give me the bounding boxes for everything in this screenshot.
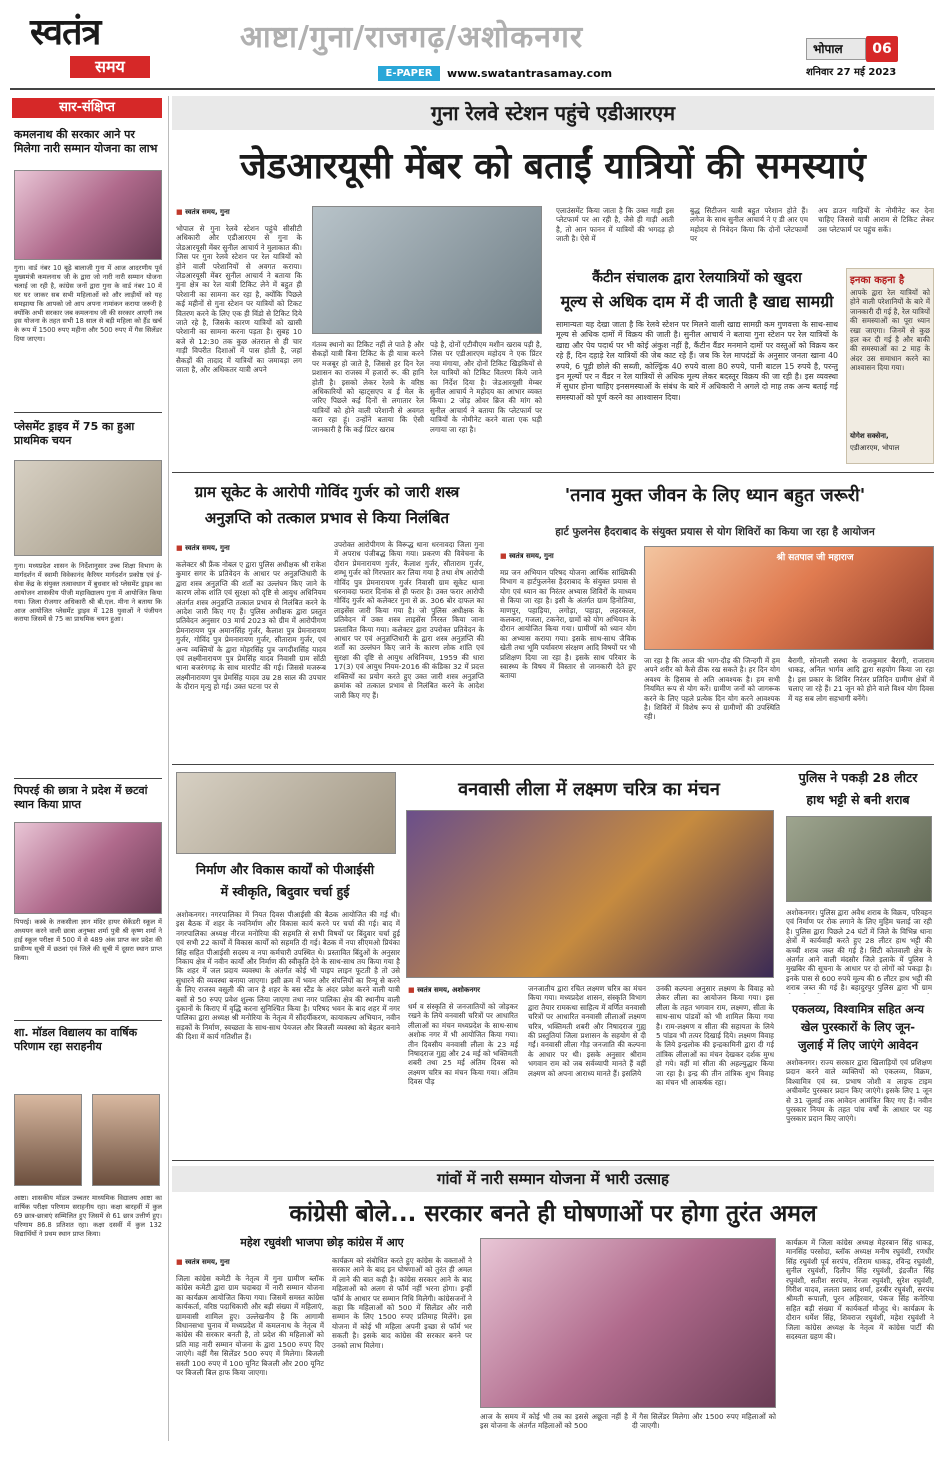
- website-link[interactable]: www.swatantrasamay.com: [447, 67, 613, 80]
- lead-byline: ■ स्वतंत्र समय, गुना: [176, 208, 296, 220]
- masthead-logo: स्वतंत्र: [30, 11, 101, 53]
- quote-attribution: योगेश सक्सेना,: [850, 432, 889, 440]
- pic-photo: [176, 772, 396, 854]
- sports-body: अशोकनगर। राज्य सरकार द्वारा खिलाड़ियों एवं प्रशिक्षण प्रदान करने वाले व्यक्तियों को एकलव्य, विक्रम, विश्वामित्र एवं स्व. प्रभाष जोशी व लाइफ टाइम अचीवमेंट पुरस्कार प्रदान किए जाएंगे। इसके लिए 1 जून से 31 जुलाई तक आवेदन आमंत्रित किए गए हैं। नवीन पुरस्कार नियम के तहत पांच वर्षों के आधार पर यह पुरस्कार प्रदान किए जाएंगे।: [786, 1058, 932, 1124]
- city-label: भोपाल: [806, 38, 866, 60]
- vanvasi-column-3: उनकी कल्पना अनुसार लक्ष्मण के विवाह को लेकर लीला का आयोजन किया गया। इस लीला के तहत भगवान राम, लक्ष्मण, सीता के साथ-साथ पांडवों को भी शामिल किया गया है। राम-लक्ष्मण व सीता की सहायता के लिये 5 पांडव भी तत्पर दिखाई दिये। लक्ष्मण विवाह के लिये इन्द्रलोक की इन्द्रकामिनी द्वारा दी गई तांत्रिक लीलाओं का मंचन देखकर दर्शक मुग्ध हो गये। वहीं मां सीता की अहल्युद्धार किया जा रहा है। इन्द्र की तीन तांत्रिक शुभ विवाह का मंचन भी आकर्षक रहा।: [656, 984, 774, 1088]
- issue-date: शनिवार 27 मई 2023: [806, 67, 897, 78]
- sidebar-divider: [14, 412, 162, 413]
- pic-body: अशोकनगर। नगरपालिका में नियत दिवस पीआईसी की बैठक आयोजित की गई थी। इस बैठक में शहर के नवनिर्माण और विकास कार्य करने पर चर्चा की गई। बाद में नगरपालिका अध्यक्ष नीरज मनोरिया की सहमति से सभी विषयों पर बिंदुवार चर्चा हुई एवं सभी 22 कार्यों में विकास कार्यों को सहमति दी गई। बैठक में नपा सीएमओ प्रियंका सिंह सहित पीआईसी सदस्य व नपा कर्मचारी उपस्थित थे। प्रस्तावित बिंदुओं के अनुसार निकाय क्षेत्र में नवीन कार्यों और निर्माण की स्वीकृति देने के साथ-साथ तय किया गया है कि शहर में जल प्रदाय व्यवस्था के अंतर्गत कोई भी पाइप लाइन फूटती है तो उसे सुधारने की व्यवस्था बनाया जाएगा। इसी क्रम में भवन और संपत्तियों का रिन्यू से करने के लिए राजस्व वसूली की जान है शहर के बस स्टैंड के अंदर प्रवेश करने वाली यात्री बसों से 50 रुपए प्रवेश शुल्क लिया जाएगा तथा नगर पालिका क्षेत्र की स्थानीय वाली दुकानों के किराए में वृद्धि करना सुनिश्चित किया है। परिषद भवन के बाद शहर में नगर पालिका द्वारा अध्यक्ष श्री मनोरिया के नेतृत्व में सौंदर्यीकरण, कायाकल्प अभियान, नवीन सड़कों के निर्माण, स्वच्छता के साथ-साथ पेयजल और बिजली व्यवस्था को बेहतर बनाने की दिशा में कार्य गतिशील हैं।: [176, 910, 400, 1042]
- sidebar-item-headline: पिपरई की छात्रा ने प्रदेश में छटवां स्थान किया प्राप्त: [14, 784, 148, 811]
- congress-byline: ■ स्वतंत्र समय, गुना: [176, 1258, 296, 1270]
- sports-headline-3: जुलाई में लिए जाएंगे आवेदन: [798, 1038, 918, 1052]
- print-color-marks: [20, 1450, 925, 1458]
- congress-column-3: कार्यक्रम में जिला कांग्रेस अध्यक्ष मेहरबान सिंह धाकड़, मानसिंह परसोदा, ब्लॉक अध्यक्ष मनीष रघुवंशी, रणधीर सिंह रघुवंशी पूर्व सरपंच, रतिराम धाकड़, रविन्द्र रघुवंशी, सुनील रघुवंशी, दिलीप सिंह रघुवंशी, इंद्रजीत सिंह रघुवंशी, सतीश सरपंच, नेरजा रघुवंशी, सुरेश रघुवंशी, गिरीश यादव, ललता प्रसाद शर्मा, हरबीर रघुवंशी, सरपंच श्रीमती रूपाली, पूरन अहिरवार, पंकज सिंह कनेरिया सहित बड़ी संख्या में कार्यकर्ता मौजूद थे। कार्यक्रम के दौरान धर्मेश सिंह, शिवराज रघुवंशी, महेश रघुवंशी ने जिला कांग्रेस अध्यक्ष के नेतृत्व में कांग्रेस पार्टी की सदस्यता ग्रहण की।: [786, 1238, 934, 1342]
- sidebar-item-body: गुना। मध्यप्रदेश शासन के निर्देशानुसार उच्च शिक्षा विभाग के मार्गदर्शन में स्वामी विवेकानंद कैरियर मार्गदर्शन प्रकोष्ठ एवं ई-सेवा केंद्र के संयुक्त तत्वावधान में बुधवार को प्लेसमेंट ड्राइव का आयोजन शासकीय पीजी महाविद्यालय गुना में आयोजित किया गया। जिला रोजगार अधिकारी श्री बी.एल. मीना ने बताया कि आज आयोजित प्लेसमेंट ड्राइव में 128 युवाओं ने पंजीयन कराया जिसमें से 75 का प्राथमिक चयन हुआ।: [14, 562, 162, 624]
- yoga-column-2: जा रहा है कि आज की भाग-दौड़ की जिन्दगी में हम अपने शरीर को कैसे ठीक रख सकते है। हर दिन योग अवश्य के हिसाब से अति आवश्यक है। हम सभी नियमित रूप से योग करें। ग्रामीण जनों को जागरूक करने के लिए पहले प्रत्येक दिन योग करने आवश्यक है। शिविरों में विशेष रूप से ग्रामीणों की उपस्थिति रही।: [644, 656, 780, 722]
- section-divider: [172, 764, 934, 765]
- sidebar-item-body: पिपरई। कस्बे के तकसीला ज्ञान मंदिर हायर सेकेंडरी स्कूल में अध्ययन करने वाली छात्रा अनुष्का शर्मा पुत्री श्री कृष्ण शर्मा ने हाई स्कूल परीक्षा में 500 में से 489 अंक प्राप्त कर प्रदेश की प्रावीण्य सूची में छठवां एवं जिले की सूची में दूसरा स्थान प्राप्त किया।: [14, 918, 162, 962]
- lead-kicker: गुना रेलवे स्टेशन पहुंचे एडीआरएम: [172, 96, 934, 130]
- yoga-headline: 'तनाव मुक्त जीवन के लिए ध्यान बहुत जरूरी': [564, 485, 866, 506]
- edition-title: आष्टा/गुना/राजगढ़/अशोकनगर: [240, 20, 584, 55]
- masthead-logo-sub: समय: [70, 56, 150, 78]
- lead-column-4: एलाउंसमेंट किया जाता है कि उक्त गाड़ी इस प्लेटफार्म पर आ रही है, जैसे ही गाड़ी आती है, तो आन फानन में यात्रियों की भगदड़ हो जाती है। ऐसे में: [556, 206, 674, 244]
- yoga-byline: ■ स्वतंत्र समय, गुना: [500, 552, 620, 564]
- congress-photo: [480, 1238, 776, 1408]
- lead-column-5: बुद्ध सिटीजन यात्री बहुत परेशान होते हैं। लगेज के साथ सुनील आचार्य ने ए डी आर एम महोदय से निवेदन किया कि दोनों प्लेटफार्मों पर: [690, 206, 808, 244]
- yoga-subhead: हार्ट फुलनेस हैदराबाद के संयुक्त प्रयास से योग शिविरों का किया जा रहा है आयोजन: [555, 526, 875, 538]
- sidebar-divider: [14, 1020, 162, 1021]
- congress-headline: कांग्रेसी बोले... सरकार बनते ही घोषणाओं पर होगा तुरंत अमल: [289, 1201, 817, 1227]
- sukeet-byline: ■ स्वतंत्र समय, गुना: [176, 544, 296, 556]
- masthead-divider: [10, 88, 935, 90]
- sports-headline: एकलव्य, विश्वामित्र सहित अन्य: [791, 1002, 925, 1016]
- epaper-label[interactable]: E-PAPER: [378, 66, 440, 81]
- section-divider: [172, 1160, 934, 1161]
- pic-headline-2: में स्वीकृति, बिदुवार चर्चा हुई: [220, 884, 350, 899]
- congress-kicker: गांवों में नारी सम्मान योजना में भारी उत्साह: [172, 1166, 934, 1192]
- lead-column-1: भोपाल से गुना रेलवे स्टेशन पहुंचे सीसीटी अधिकारी और एडीआरएम से गुना के जेडआरयूसी मेंबर सुनील आचार्य ने मुलाकात की। जिस पर गुना रेलवे स्टेशन पर रेल यात्रियों को होने वाली परेशानियों से अवगत कराया। जेडआरयूसी मेंबर सुनील आचार्य ने बताया कि गुना क्षेत्र का रेल यात्री टिकिट लेने में बहुत ही परेशानी का सामना कर रहा है, क्योंकि पिछले कई महीनों से गुना स्टेशन पर यात्रियों को टिकट वितरण करने के लिए एक ही विंडो से टिकिट दिये जाते रहे है, जिसके कारण यात्रियों को खासी परेशानी का सामना करना पड़ता है। सुबह 10 बजे से 12:30 तक कुछ अंतराल से ही चार गाड़ी विपरीत दिशाओं में पास होती है, जहां सैकड़ों की तादाद में यात्रियों का जमावड़ा लग जाता है, और अधिकतर यात्री अपने: [176, 224, 302, 375]
- quote-title: इनका कहना है: [850, 275, 905, 286]
- lead-photo: [312, 206, 542, 334]
- lead-column-3: पड़े है, दोनों एटीवीएम मशीन खराब पड़ी है, जिस पर एडीआरएम महोदय ने एक प्रिंटर नया मंगाया, और दोनों टिकिट खिड़कियों से रेल यात्रियों को टिकिट वितरण किये जाने का निर्देश दिया है। जेडआरयूसी मेम्बर सुनील आचार्य ने महोदय का आभार व्यक्त किया। 2 जोड़ ओवर ब्रिज की मांग को सुनील आचार्य ने बताया कि प्लेटफार्म पर यात्रियों के नोमीनेट करने वाला एक घड़ी लगाया जा रहा है।: [430, 340, 542, 434]
- police-body: अशोकनगर। पुलिस द्वारा अवैध शराब के विक्रय, परिवहन एवं निर्माण पर रोक लगाने के लिए मुहिम चलाई जा रही है। पुलिस द्वारा पिछले 24 घंटों में जिले के विभिन्न थाना क्षेत्रों में कार्यवाही करते हुए 28 लीटर हाथ भट्टी की कच्ची शराब जब्त की गई है। सिटी कोतवाली क्षेत्र के अंतर्गत आने वाली मंदसौर जिले इलाके में पुलिस ने मुखबिर की सूचना के आधार पर दो लोगों को पकड़ा है। इनके पास से 600 रुपये मूल्य की 6 लीटर हाथ भट्टी की शराब जब्त की गई है। बहादुरपुर पुलिस द्वारा भी ग्राम: [786, 908, 932, 993]
- police-headline: पुलिस ने पकड़ी 28 लीटर: [798, 770, 918, 785]
- sidebar-item-body: गुना। वार्ड नंबर 10 बूढ़े बालाजी गुना में आज आदरणीय पूर्व मुख्यमंत्री कमलनाथ जी के द्वारा जो नारी नारी सम्मान योजना चलाई जा रही है, कांग्रेस जनों द्वारा गुना के वार्ड नंबर 10 में घर घर जाकर सब सभी महिलाओं को और लाड़ीयों को यह समझाया कि आपको जो आप अपना नामांकन कराया जरूरी है क्योंकि अभी सरकार जब कमलनाथ जी की सरकार आएगी तब इस योजना के तहत सभी 18 साल से बड़ी महिला को हैंड खर्च के रूप में 1500 रुपए महीना और 500 रुपए में गैस सिलेंडर दिया जाएगा।: [14, 264, 162, 344]
- lead-headline: जेडआरयूसी मेंबर को बताईं यात्रियों की समस्याएं: [240, 146, 866, 187]
- yoga-column-1: मप्र जन अभियान परिषद योजना आर्थिक सांख्यिकी विभाग व हार्टफुलनेस हैदराबाद के संयुक्त प्रयास से योग एवं ध्यान का निरंतर अभ्यास शिविरों के माध्यम से किया जा रहा है। इसी के अंतर्गत ग्राम हिनोतिया, माणपुर, पहाड़िया, लगोड़ा, पहाड़ा, लहरकाल, कलकरा, गजला, टकनेरा, ग्रामों को योग अभियान के दौरान आयोजित किया गया। ग्रामीणों को ध्यान योग का अभ्यास कराया गया। इसके साथ-साथ जैविक खेती तथा भूमि पर्यावरण संरक्षण आदि विषयों पर भी प्रशिक्षण दिया जा रहा है। इसके साथ परिवार के स्वास्थ्य के विषय में विस्तार से जानकारी देते हुए बताया: [500, 568, 636, 681]
- congress-column-1: जिला कांग्रेस कमेटी के नेतृत्व में गुना ग्रामीण ब्लॉक कांग्रेस कमेटी द्वारा ग्राम चदाबदा में नारी सम्मान योजना का कार्यक्रम आयोजित किया गया। जिसमें समस्त कांग्रेस कार्यकर्ता, वरिष्ठ पदाधिकारी और बड़ी संख्या में महिलाएं, ग्रामवासी शामिल हुए। उल्लेखनीय है कि आगामी विधानसभा चुनाव में मध्यप्रदेश में कमलनाथ के नेतृत्व में कांग्रेस की सरकार बनती है, तो प्रदेश की महिलाओं को प्रति माह नारी सम्मान योजना के द्वारा 1500 रुपए दिए जाएंगे। वहीं गैस सिलेंडर 500 रुपए में मिलेगा। बिजली सस्ती 100 रुपए में 100 यूनिट बिजली और 200 यूनिट पर बिजली बिल हाफ किया जाएगा।: [176, 1274, 324, 1378]
- sidebar-item-headline: कमलनाथ की सरकार आने पर मिलेगा नारी सम्मान योजना का लाभ: [14, 128, 158, 155]
- student-photo: [14, 1094, 82, 1186]
- vanvasi-byline: ■ स्वतंत्र समय, अशोकनगर: [408, 986, 538, 998]
- student-photo: [92, 1094, 160, 1186]
- congress-photo-caption-2: में गैस सिलेंडर मिलेगा और 1500 रुपए महिलाओं को दी जाएगी।: [632, 1412, 776, 1431]
- canteen-headline: कैंटीन संचालक द्वारा रेलयात्रियों को खुदरा: [592, 270, 802, 286]
- lead-column-6: अप डाउन गाड़ियों के नोमीनेट कर देना चाहिए जिससे यात्री आराम से टिकिट लेकर उस प्लेटफार्म पर पहुंच सकें।: [818, 206, 934, 234]
- congress-photo-caption: आज के समय में कोई भी तब का इससे अछूता नहीं है इस योजना के अंतर्गत महिलाओं को 500: [480, 1412, 628, 1431]
- yoga-banner: श्री सतपाल जी महाराज: [776, 553, 854, 563]
- canteen-headline-2: मूल्य से अधिक दाम में दी जाती है खाद्य सामग्री: [560, 292, 834, 311]
- sidebar-title: सार-संक्षिप्त: [12, 98, 162, 118]
- police-headline-2: हाथ भट्टी से बनी शराब: [806, 792, 910, 807]
- congress-subhead: महेश रघुवंशी भाजपा छोड़ कांग्रेस में आए: [240, 1236, 404, 1249]
- vanvasi-headline: वनवासी लीला में लक्ष्मण चरित्र का मंचन: [458, 779, 720, 800]
- sidebar-photo: [14, 460, 162, 556]
- canteen-body: सामान्यतः यह देखा जाता है कि रेलवे स्टेशन पर मिलने वाली खाद्य सामग्री कम गुणवत्ता के साथ-साथ मूल्य से अधिक दामों में विक्रय की जाती है। सुनील आचार्य ने बताया गुना स्टेशन पर रेल यात्रियों के खाद्य और पेय पदार्थ पर भी कोई अंकुश नहीं है, कैंटीन वैंडर मनमाने दामों पर वस्तुओं को विक्रय कर रहे हैं, दिन दहाड़े रेल यात्रियों की जेब काट रहे हैं। जब कि रेल मापदंडों के अनुसार जनता खाना 40 रुपये, 6 पूड़ी छोले की सब्जी, कोल्ड्रिंक 40 रुपये वाला 80 रुपये, पानी बाटल 15 रुपये है, परन्तु इन मूल्यों पर न वैंडर न रेल यात्रियों से अधिक मूल्य लेकर बदस्तूर विक्रय की जा रही है। इस व्यवस्था में सुधार होना चाहिए इनसमस्याओं के संबंध के बारे में अधिकारी ने अगले दो माह तक अन्य बताई गई समस्याओं को पूर्ण करने का आश्वासन दिया।: [556, 320, 838, 402]
- vanvasi-photo: [406, 810, 774, 978]
- sukeet-headline-2: अनुज्ञप्ति को तत्काल प्रभाव से किया निलंबित: [204, 509, 450, 527]
- vanvasi-column-2: जनजातीय द्वारा रचित लक्ष्मण चरित्र का मंचन किया गया। मध्यप्रदेश शासन, संस्कृति विभाग द्वारा तैयार रामकथा साहित्य में वर्णित वनवासी चरित्रों पर आधारित वनवासी लीलाओं लक्ष्मण चरित्र, भक्तिमती शबरी और निषादराज गुह्य की प्रस्तुतियां जिला प्रशासन के सहयोग से दी गईं। वनवासी लीला गौड़ जनजाति की कल्पना के आधार पर थी। इसके अनुसार श्रीराम भगवान राम को जब सर्वव्यापी मानते हैं वहीं लक्ष्मण को अपना आराध्य मानते हैं। इसलिये: [528, 984, 646, 1078]
- quote-attribution-role: एडीआरएम, भोपाल: [850, 444, 900, 452]
- section-divider: [172, 472, 934, 473]
- sidebar-item-headline: प्लेसमेंट ड्राइव में 75 का हुआ प्राथमिक चयन: [14, 420, 135, 447]
- page-number: 06: [866, 36, 898, 62]
- congress-column-2: कार्यक्रम को संबोधित करते हुए कांग्रेस के वक्ताओं ने सरकार आने के बाद इन घोषणाओं को तुरंत ही अमल में लाने की बात कही है। कांग्रेस सरकार आने के बाद महिलाओं को अलग से फॉर्म नहीं भरना होगा। इन्हीं फॉर्म के आधार पर सम्मान निधि मिलेगी। कांग्रेसजनों ने कहा कि महिलाओं को 500 में सिलेंडर और नारी सम्मान के लिए 1500 रुपए प्रतिमाह मिलेंगे। इस योजना में कोई भी महिला अपनी इच्छा से फॉर्म भर सकती है। इसके बाद कांग्रेस की सरकार बनने पर उनको लाभ मिलेगा।: [332, 1256, 472, 1350]
- sidebar-column-rule: [168, 96, 169, 1441]
- pic-headline: निर्माण और विकास कार्यों को पीआईसी: [195, 862, 375, 877]
- quote-body: आपके द्वारा रेल यात्रियों को होने वाली परेशानियों के बारे में जानकारी दी गई है, रेल यात्रियों की समस्याओं का पूरा ध्यान रखा जाएगा। जिनमें से कुछ हल कर दी गई है और बाकी की समस्याओं का 2 माह के अंदर उस समाधान करने का आश्वासन दिया गया।: [850, 288, 930, 373]
- sidebar-divider: [14, 778, 162, 779]
- sidebar-item-body: आष्टा। शासकीय मॉडल उच्चतर माध्यमिक विद्यालय आष्टा का वार्षिक परीक्षा परिणाम सराहनीय रहा। कक्षा बारहवीं में कुल 69 छात्र-छात्राएं सम्मिलित हुए जिसमें से 61 छात्र उत्तीर्ण हुए। परिणाम 86.8 प्रतिशत रहा। कक्षा दसवीं में कुल 132 विद्यार्थियों ने प्रथम स्थान प्राप्त किया।: [14, 1194, 162, 1238]
- sports-headline-2: खेल पुरस्कारों के लिए जून-: [800, 1020, 916, 1034]
- lead-column-2: गंतव्य स्थानो का टिकिट नहीं ले पाते है और सैकड़ों यात्री बिना टिकिट के ही यात्रा करने पर मजबूर हो जाते है, जिससे हर दिन रेल प्रशासन का राजस्व में हजारों रू. की हानि होती है। इसको लेकर रेलवे के वरिष्ठ अधिकारियों को व्हाट्सएप व ई मेल के जरिए पिछले कई दिनों से लगातार रेल यात्रियों को होने वाली परेशानी से अवगत करा रहा हूं। उन्होंने बताया कि ऐसी जानकारी है कि कई प्रिंटर खराब: [312, 340, 424, 434]
- sukeet-column-2: उपरोक्त आरोपीगण के विरूद्ध थाना धरनावदा जिला गुना में अपराध पंजीबद्ध किया गया। प्रकरण की विवेचना के दौरान प्रेमनारायण गुर्जर, कैलाश गुर्जर, सीताराम गुर्जर, शम्भू गुर्जर को गिरफ्तार कर लिया गया है तथा शेष आरोपी गोविंद पुत्र प्रेमनारायण गुर्जर निवासी ग्राम सूकेट थाना धरनावदा फरार दिनांक से ही फरार है। उक्त फरार आरोपी गोविंद गुर्जर को कलेक्टर गुना से क्र. 306 बोर दाफल का लाइसेंस जारी किया गया है। जो पुलिस अधीक्षक के प्रतिवेदन में उक्त शस्त्र लाइसेंस निरस्त किया जाना प्रस्तावित किया गया। कलेक्टर द्वारा उपरोक्त प्रतिवेदन के आधार पर एवं अनुज्ञप्तिधारी के द्वारा शस्त्र अनुज्ञप्ति की शर्तों का उल्लंघन किए जाने के कारण लोक शांति एवं सुरक्षा की दृष्टि से आयुध अधिनियम, 1959 की धारा 17(3) एवं आयुध नियम-2016 की कंडिका 32 में प्रदत्त शक्तियों का प्रयोग करते हुए उक्त जारी शस्त्र अनुज्ञप्ति क्रमांक को तत्काल प्रभाव से निलंबित करने के आदेश जारी किए गए हैं।: [334, 540, 484, 700]
- sukeet-column-1: कलेक्टर श्री फ्रैंक नोबल ए द्वारा पुलिस अधीक्षक श्री राकेश कुमार सगर के प्रतिवेदन के आधार पर अनुज्ञप्तिधारी के द्वारा शस्त्र अनुज्ञप्ति की शर्तों का उल्लंघन किए जाने के कारण लोक शांति एवं सुरक्षा को दृष्टि से आयुध अधिनियम अंतर्गत शस्त्र अनुज्ञप्ति तत्काल प्रभाव से निलंबित करने के आदेश जारी किए गए हैं। पुलिस अधीक्षक द्वारा प्रस्तुत प्रतिवेदन अनुसार 03 मार्च 2023 को ग्रीम में आरोपीगण प्रेमनारायण पुत्र अमानसिंह गुर्जर, कैलाश पुत्र प्रेमनारायण गुर्जर, गोविंद पुत्र प्रेमनारायण गुर्जर, सीताराम गुर्जर, एवं अन्य व्यक्तियों के द्वारा मोहरसिंह पुत्र जगदीशसिंह यादव एवं लक्ष्मीनारायण पुत्र प्रेमसिंह यादव निवासी ग्राम सोंठी थाना बजरंगगढ़ के साथ मारपीट की गई। जिससे मजरूब लक्ष्मीनारायण पुत्र प्रेमसिंह यादव उम्र 28 साल की उपचार के दौरान मृत्यु हो गई। उक्त घटना पर से: [176, 560, 326, 692]
- sidebar-photo: [14, 170, 162, 260]
- vanvasi-column-1: धर्म व संस्कृति से जनजातियों को जोड़कर रखने के लिये वनवासी चरित्रों पर आधारित लीलाओं का मंचन मध्यप्रदेश के साथ-साथ अशोक नगर में भी आयोजित किया गया। तीन दिवसीय वनवासी लीला के 23 मई निषादराज गुह्य और 24 मई को भक्तिमती शबरी तथा 25 मई अंतिम दिवस को लक्ष्मण चरित्र का मंचन किया गया। अंतिम दिवस पौड़: [408, 1002, 518, 1087]
- sukeet-headline: ग्राम सूकेट के आरोपी गोविंद गुर्जर को जारी शस्त्र: [194, 483, 460, 501]
- yoga-column-3: बैरागी, सोनाली सस्था के राजकुमार बैरागी, राजाराम धाकड़, अनिल भार्गव आदि द्वारा सहयोग किया जा रहा है। इस प्रकार के शिविर निरंतर प्रतिदिन ग्रामीण क्षेत्रों में चलाए जा रहे हैं। 21 जून को होने वाले विश्व योग दिवस में यह सब लोग सहभागी बनेंगे।: [788, 656, 934, 703]
- sidebar-photo: [14, 822, 162, 914]
- sidebar-item-headline: शा. मॉडल विद्यालय का वार्षिक परिणाम रहा सराहनीय: [14, 1026, 138, 1053]
- police-photo: [786, 816, 932, 902]
